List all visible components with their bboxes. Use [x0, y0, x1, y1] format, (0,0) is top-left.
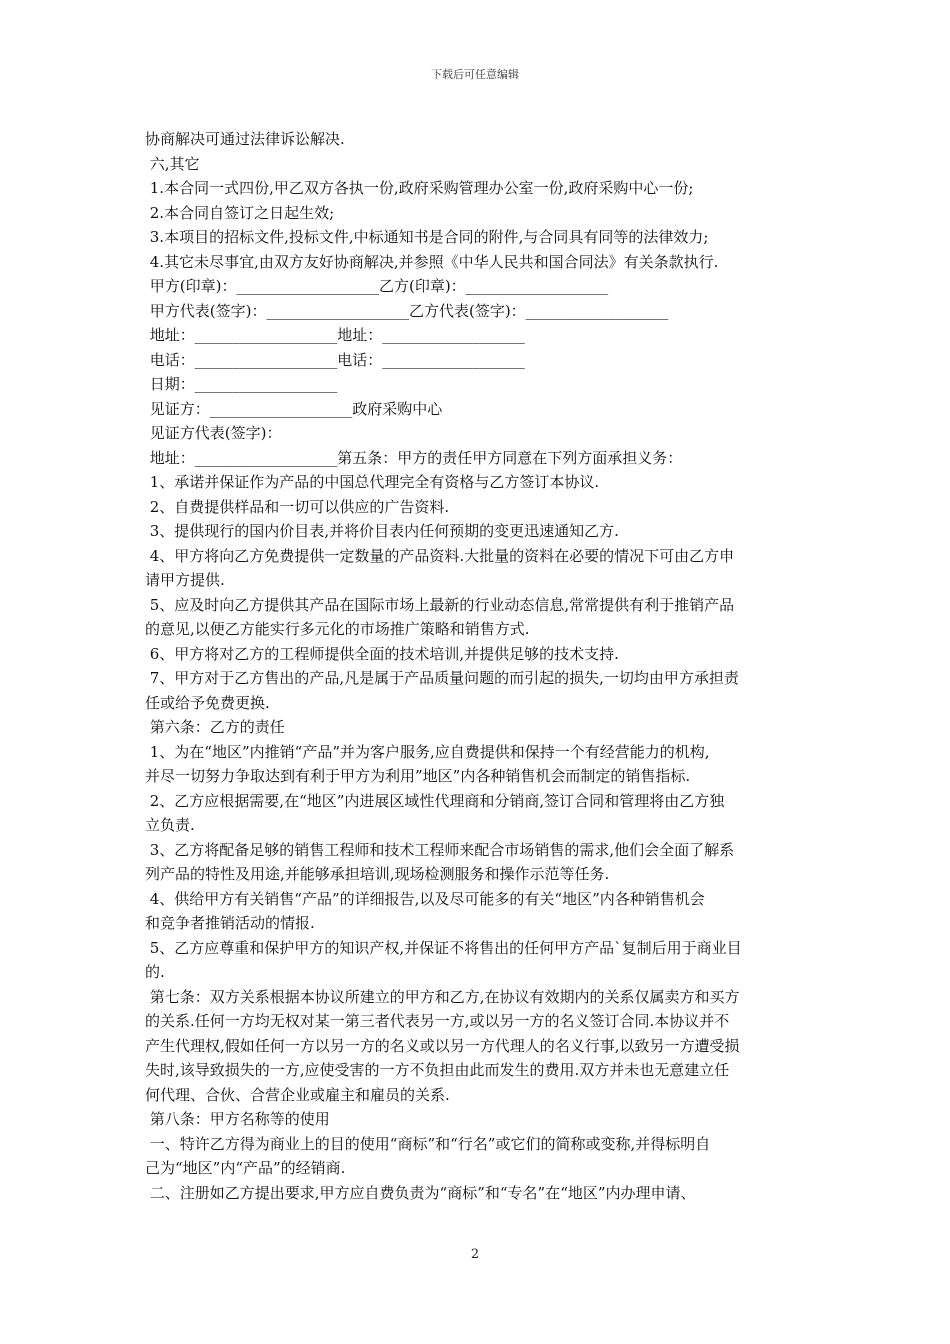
text-line: 产生代理权,假如任何一方以另一方的名义或以另一方代理人的名义行事,以致另一方遭受损	[145, 1036, 740, 1055]
text-line: 2、乙方应根据需要,在“地区”内进展区域性代理商和分销商,签订合同和管理将由乙方独	[145, 791, 725, 810]
text-line: 2、自费提供样品和一切可以供应的广告资料.	[145, 497, 450, 516]
text-line: 5、应及时向乙方提供其产品在国际市场上最新的行业动态信息,常常提供有利于推销产品	[145, 595, 735, 614]
text-line: 电话：___________________电话：___________________	[145, 350, 525, 369]
page-header: 下载后可任意编辑	[431, 68, 519, 81]
text-line: 3.本项目的招标文件,投标文件,中标通知书是合同的附件,与合同具有同等的法律效力;	[145, 228, 709, 246]
text-line: 六,其它	[145, 154, 200, 173]
text-line: 失时,该导致损失的一方,应使受害的一方不负担由此而发生的费用.双方并未也无意建立任	[145, 1061, 730, 1079]
text-line: 3、提供现行的国内价目表,并将价目表内任何预期的变更迅速通知乙方.	[145, 522, 619, 540]
text-line: 4、甲方将向乙方免费提供一定数量的产品资料.大批量的资料在必要的情况下可由乙方申	[145, 546, 735, 565]
page-number: 2	[470, 1247, 480, 1262]
text-line: 见证方代表(签字)：	[145, 424, 282, 442]
text-line: 协商解决可通过法律诉讼解决.	[145, 130, 345, 148]
text-line: 二、注册如乙方提出要求,甲方应自费负责为“商标”和“专名”在“地区”内办理申请、	[145, 1183, 696, 1202]
text-line: 立负责.	[145, 816, 195, 834]
text-line: 和竞争者推销活动的情报.	[145, 914, 315, 932]
text-line: 列产品的特性及用途,并能够承担培训,现场检测服务和操作示范等任务.	[145, 865, 610, 883]
text-line: 地址：___________________地址：___________________	[145, 326, 525, 344]
text-line: 的.	[145, 963, 165, 981]
text-line: 第八条：甲方名称等的使用	[145, 1110, 330, 1128]
text-line: 甲方(印章)：___________________乙方(印章)：___________________	[145, 277, 609, 295]
text-line: 4.其它未尽事宜,由双方友好协商解决,并参照《中华人民共和国合同法》有关条款执行.	[145, 252, 719, 271]
text-line: 1、为在“地区”内推销“产品”并为客户服务,应自费提供和保持一个有经营能力的机构,	[145, 742, 710, 761]
text-line: 何代理、合伙、合营企业或雇主和雇员的关系.	[145, 1085, 450, 1104]
text-line: 4、供给甲方有关销售“产品”的详细报告,以及尽可能多的有关“地区”内各种销售机会	[145, 889, 705, 908]
text-line: 7、甲方对于乙方售出的产品,凡是属于产品质量问题的而引起的损失,一切均由甲方承担责	[145, 669, 739, 687]
text-line: 3、乙方将配备足够的销售工程师和技术工程师来配合市场销售的需求,他们会全面了解系	[145, 840, 735, 859]
text-line: 5、乙方应尊重和保护甲方的知识产权,并保证不将售出的任何甲方产品`复制后用于商业目	[145, 938, 742, 957]
text-line: 一、特许乙方得为商业上的目的使用“商标”和“行名”或它们的简称或变称,并得标明自	[145, 1134, 711, 1153]
text-line: 甲方代表(签字)：___________________乙方代表(签字)：___________________	[145, 301, 669, 320]
text-line: 请甲方提供.	[145, 571, 225, 589]
text-line: 见证方：___________________政府采购中心	[145, 399, 443, 418]
document-body	[145, 127, 810, 1205]
text-line: 2.本合同自签订之日起生效;	[145, 203, 335, 222]
text-line: 己为“地区”内“产品”的经销商.	[145, 1159, 346, 1177]
text-line: 地址：___________________第五条：甲方的责任甲方同意在下列方面承担义务：	[145, 448, 683, 467]
text-line: 并尽一切努力争取达到有利于甲方为利用”地区”内各种销售机会而制定的销售指标.	[145, 767, 691, 785]
text-line: 的关系.任何一方均无权对某一第三者代表另一方,或以另一方的名义签订合同.本协议并不	[145, 1012, 730, 1030]
text-line: 任或给予免费更换.	[145, 693, 270, 712]
text-line: 1、承诺并保证作为产品的中国总代理完全有资格与乙方签订本协议.	[145, 473, 600, 491]
text-line: 第六条：乙方的责任	[145, 718, 285, 736]
text-line: 1.本合同一式四份,甲乙双方各执一份,政府采购管理办公室一份,政府采购中心一份;	[145, 179, 694, 197]
text-line: 的意见,以便乙方能实行多元化的市场推广策略和销售方式.	[145, 620, 530, 638]
text-line: 6、甲方将对乙方的工程师提供全面的技术培训,并提供足够的技术支持.	[145, 644, 619, 663]
text-line: 第七条：双方关系根据本协议所建立的甲方和乙方,在协议有效期内的关系仅属卖方和买方	[145, 987, 740, 1006]
text-line: 日期：___________________	[145, 375, 338, 393]
